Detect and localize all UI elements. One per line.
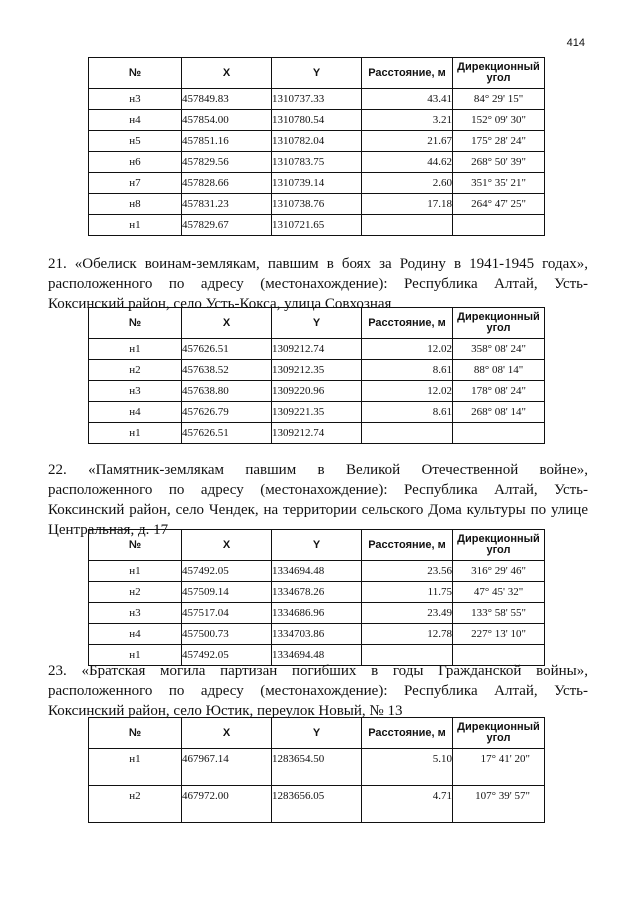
x-coordinate-cell: 457626.51: [182, 423, 272, 444]
header-y: Y: [272, 718, 362, 749]
title-line: расположенного по адресу (местонахождение): Республика Алтай, Усть-: [48, 482, 588, 498]
header-x: X: [182, 718, 272, 749]
x-coordinate-cell: 457638.52: [182, 360, 272, 381]
point-number-cell: н3: [89, 89, 182, 110]
y-coordinate-cell: 1334678.26: [272, 582, 362, 603]
title-line: Коксинский район, село Чендек, на территории сельского Дома культуры по улице: [48, 502, 588, 518]
table-row: [89, 749, 545, 786]
point-number-cell: н8: [89, 194, 182, 215]
x-coordinate-cell: 467972.00: [182, 786, 272, 823]
x-coordinate-cell: 467967.14: [182, 749, 272, 786]
x-coordinate-cell: 457626.51: [182, 339, 272, 360]
x-coordinate-cell: 457854.00: [182, 110, 272, 131]
table-header-row: [89, 530, 545, 561]
y-coordinate-cell: 1310721.65: [272, 215, 362, 236]
table-row: [89, 360, 545, 381]
y-coordinate-cell: 1334686.96: [272, 603, 362, 624]
section-22-title: [48, 460, 588, 540]
y-coordinate-cell: 1309221.35: [272, 402, 362, 423]
distance-cell: 23.56: [362, 561, 453, 582]
header-direction-angle: Дирекционный угол: [453, 58, 545, 89]
point-number-cell: н1: [89, 423, 182, 444]
header-distance: Расстояние, м: [362, 718, 453, 749]
header-distance: Расстояние, м: [362, 58, 453, 89]
y-coordinate-cell: 1309220.96: [272, 381, 362, 402]
direction-angle-cell: 107° 39' 57": [453, 786, 545, 823]
table-header-row: [89, 308, 545, 339]
y-coordinate-cell: 1334703.86: [272, 624, 362, 645]
direction-angle-cell: 358° 08' 24": [453, 339, 545, 360]
x-coordinate-cell: 457829.56: [182, 152, 272, 173]
title-line: 23. «Братская могила партизан погибших в годы Гражданской войны»,: [48, 663, 588, 679]
distance-cell: 8.61: [362, 402, 453, 423]
direction-angle-cell: 264° 47' 25": [453, 194, 545, 215]
header-distance: Расстояние, м: [362, 308, 453, 339]
title-line: Центральная, д. 17: [48, 522, 169, 538]
table-row: [89, 110, 545, 131]
header-y: Y: [272, 308, 362, 339]
point-number-cell: н7: [89, 173, 182, 194]
x-coordinate-cell: 457517.04: [182, 603, 272, 624]
distance-cell: 4.71: [362, 786, 453, 823]
point-number-cell: н4: [89, 110, 182, 131]
distance-cell: 8.61: [362, 360, 453, 381]
point-number-cell: н4: [89, 402, 182, 423]
distance-cell: 2.60: [362, 173, 453, 194]
title-line: 22. «Памятник-землякам павшим в Великой Отечественной войне»,: [48, 462, 588, 478]
y-coordinate-cell: 1309212.74: [272, 423, 362, 444]
point-number-cell: н2: [89, 360, 182, 381]
table-header-row: [89, 718, 545, 749]
table-row: [89, 582, 545, 603]
y-coordinate-cell: 1283654.50: [272, 749, 362, 786]
x-coordinate-cell: 457492.05: [182, 645, 272, 666]
point-number-cell: н6: [89, 152, 182, 173]
distance-cell: 44.62: [362, 152, 453, 173]
distance-cell: 11.75: [362, 582, 453, 603]
table-row: [89, 402, 545, 423]
direction-angle-cell: 268° 08' 14": [453, 402, 545, 423]
point-number-cell: н1: [89, 561, 182, 582]
x-coordinate-cell: 457509.14: [182, 582, 272, 603]
distance-cell: 12.02: [362, 381, 453, 402]
header-number: №: [89, 530, 182, 561]
coordinates-table: [88, 529, 545, 666]
point-number-cell: н3: [89, 381, 182, 402]
coordinates-table: [88, 57, 545, 236]
y-coordinate-cell: 1283656.05: [272, 786, 362, 823]
table-row: [89, 131, 545, 152]
coordinates-table: [88, 307, 545, 444]
point-number-cell: н2: [89, 786, 182, 823]
y-coordinate-cell: 1310782.04: [272, 131, 362, 152]
distance-cell: 3.21: [362, 110, 453, 131]
distance-cell: 12.02: [362, 339, 453, 360]
table-row: [89, 561, 545, 582]
x-coordinate-cell: 457828.66: [182, 173, 272, 194]
table-row: [89, 603, 545, 624]
y-coordinate-cell: 1334694.48: [272, 561, 362, 582]
x-coordinate-cell: 457492.05: [182, 561, 272, 582]
x-coordinate-cell: 457831.23: [182, 194, 272, 215]
x-coordinate-cell: 457626.79: [182, 402, 272, 423]
title-line: расположенного по адресу (местонахождение): Республика Алтай, Усть-: [48, 683, 588, 699]
x-coordinate-cell: 457851.16: [182, 131, 272, 152]
x-coordinate-cell: 457638.80: [182, 381, 272, 402]
distance-cell: 23.49: [362, 603, 453, 624]
header-x: X: [182, 308, 272, 339]
header-distance: Расстояние, м: [362, 530, 453, 561]
point-number-cell: н1: [89, 215, 182, 236]
header-x: X: [182, 530, 272, 561]
header-direction-angle: Дирекционный угол: [453, 718, 545, 749]
direction-angle-cell: 227° 13' 10": [453, 624, 545, 645]
table-row: [89, 381, 545, 402]
header-y: Y: [272, 530, 362, 561]
direction-angle-cell: 316° 29' 46": [453, 561, 545, 582]
y-coordinate-cell: 1310780.54: [272, 110, 362, 131]
y-coordinate-cell: 1309212.35: [272, 360, 362, 381]
table-row: [89, 152, 545, 173]
coordinates-table: [88, 717, 545, 823]
direction-angle-cell: 47° 45' 32": [453, 582, 545, 603]
header-direction-angle: Дирекционный угол: [453, 530, 545, 561]
distance-cell: 43.41: [362, 89, 453, 110]
direction-angle-cell: 17° 41' 20": [453, 749, 545, 786]
table-row: [89, 89, 545, 110]
direction-angle-cell: 88° 08' 14": [453, 360, 545, 381]
header-number: №: [89, 308, 182, 339]
x-coordinate-cell: 457849.83: [182, 89, 272, 110]
distance-cell: 12.78: [362, 624, 453, 645]
point-number-cell: н3: [89, 603, 182, 624]
title-line: расположенного по адресу (местонахождение): Республика Алтай, Усть-: [48, 276, 588, 292]
direction-angle-cell: 84° 29' 15": [453, 89, 545, 110]
direction-angle-cell: 351° 35' 21": [453, 173, 545, 194]
distance-cell: [362, 423, 453, 444]
distance-cell: 17.18: [362, 194, 453, 215]
distance-cell: 21.67: [362, 131, 453, 152]
header-x: X: [182, 58, 272, 89]
table-row: [89, 786, 545, 823]
y-coordinate-cell: 1309212.74: [272, 339, 362, 360]
distance-cell: [362, 215, 453, 236]
direction-angle-cell: 133° 58' 55": [453, 603, 545, 624]
page-number: 414: [566, 37, 585, 49]
header-number: №: [89, 58, 182, 89]
section-21-title: [48, 254, 588, 314]
point-number-cell: н5: [89, 131, 182, 152]
x-coordinate-cell: 457829.67: [182, 215, 272, 236]
title-line: 21. «Обелиск воинам-землякам, павшим в боях за Родину в 1941-1945 годах»,: [48, 256, 588, 272]
direction-angle-cell: 268° 50' 39": [453, 152, 545, 173]
y-coordinate-cell: 1334694.48: [272, 645, 362, 666]
distance-cell: 5.10: [362, 749, 453, 786]
title-line: Коксинский район, село Усть-Кокса, улица Совхозная: [48, 296, 392, 312]
direction-angle-cell: [453, 215, 545, 236]
x-coordinate-cell: 457500.73: [182, 624, 272, 645]
y-coordinate-cell: 1310737.33: [272, 89, 362, 110]
header-number: №: [89, 718, 182, 749]
table-row: [89, 194, 545, 215]
direction-angle-cell: 152° 09' 30": [453, 110, 545, 131]
table-header-row: [89, 58, 545, 89]
y-coordinate-cell: 1310739.14: [272, 173, 362, 194]
header-direction-angle: Дирекционный угол: [453, 308, 545, 339]
y-coordinate-cell: 1310738.76: [272, 194, 362, 215]
direction-angle-cell: 178° 08' 24": [453, 381, 545, 402]
direction-angle-cell: 175° 28' 24": [453, 131, 545, 152]
table-row: [89, 624, 545, 645]
point-number-cell: н2: [89, 582, 182, 603]
point-number-cell: н4: [89, 624, 182, 645]
direction-angle-cell: [453, 423, 545, 444]
section-23-title: [48, 661, 588, 721]
table-row: [89, 339, 545, 360]
header-y: Y: [272, 58, 362, 89]
table-row: [89, 423, 545, 444]
point-number-cell: н1: [89, 339, 182, 360]
y-coordinate-cell: 1310783.75: [272, 152, 362, 173]
table-row: [89, 215, 545, 236]
point-number-cell: н1: [89, 749, 182, 786]
table-row: [89, 173, 545, 194]
title-line: Коксинский район, село Юстик, переулок Новый, № 13: [48, 703, 403, 719]
point-number-cell: н1: [89, 645, 182, 666]
